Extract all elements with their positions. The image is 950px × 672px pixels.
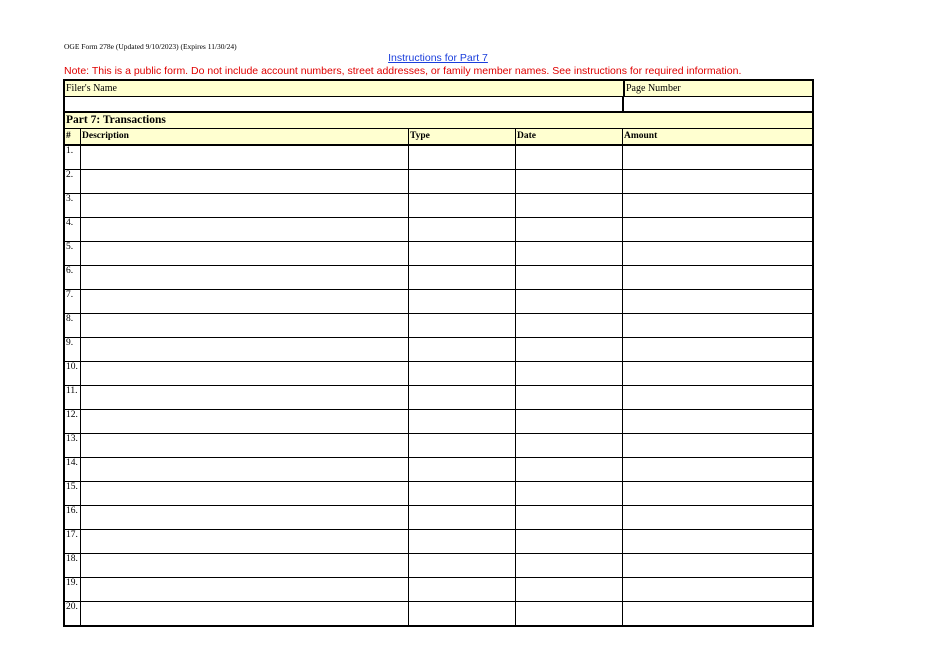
table-row <box>65 266 812 290</box>
type-field[interactable] <box>409 506 516 529</box>
description-field[interactable] <box>81 194 409 217</box>
date-field[interactable] <box>516 242 623 265</box>
type-field[interactable] <box>409 578 516 601</box>
date-field[interactable] <box>516 266 623 289</box>
table-row <box>65 314 812 338</box>
row-number: 15. <box>65 482 81 505</box>
amount-field[interactable] <box>623 194 812 217</box>
part-title: Part 7: Transactions <box>65 113 812 129</box>
table-row <box>65 530 812 554</box>
table-row <box>65 506 812 530</box>
date-field[interactable] <box>516 530 623 553</box>
amount-field[interactable] <box>623 266 812 289</box>
instructions-link[interactable]: Instructions for Part 7 <box>388 52 488 64</box>
row-number: 8. <box>65 314 81 337</box>
description-field[interactable] <box>81 530 409 553</box>
description-field[interactable] <box>81 386 409 409</box>
date-field[interactable] <box>516 170 623 193</box>
description-field[interactable] <box>81 410 409 433</box>
row-number: 5. <box>65 242 81 265</box>
type-field[interactable] <box>409 290 516 313</box>
amount-field[interactable] <box>623 218 812 241</box>
type-field[interactable] <box>409 458 516 481</box>
type-field[interactable] <box>409 242 516 265</box>
date-field[interactable] <box>516 290 623 313</box>
description-field[interactable] <box>81 602 409 625</box>
table-row <box>65 554 812 578</box>
filer-name-field[interactable] <box>65 97 624 111</box>
row-number: 17. <box>65 530 81 553</box>
type-field[interactable] <box>409 386 516 409</box>
row-number: 16. <box>65 506 81 529</box>
public-form-note: Note: This is a public form. Do not include account numbers, street addresses, or family member names. See instructions for required information. <box>64 65 742 77</box>
type-field[interactable] <box>409 146 516 169</box>
amount-field[interactable] <box>623 410 812 433</box>
row-number: 13. <box>65 434 81 457</box>
amount-field[interactable] <box>623 602 812 625</box>
date-field[interactable] <box>516 410 623 433</box>
table-row <box>65 386 812 410</box>
page-number-label: Page Number <box>626 83 681 94</box>
row-number: 6. <box>65 266 81 289</box>
row-number: 20. <box>65 602 81 625</box>
description-field[interactable] <box>81 146 409 169</box>
date-field[interactable] <box>516 434 623 457</box>
description-field[interactable] <box>81 338 409 361</box>
row-number: 2. <box>65 170 81 193</box>
table-row <box>65 242 812 266</box>
row-number: 9. <box>65 338 81 361</box>
type-field[interactable] <box>409 170 516 193</box>
amount-field[interactable] <box>623 314 812 337</box>
type-field[interactable] <box>409 218 516 241</box>
type-field[interactable] <box>409 554 516 577</box>
description-field[interactable] <box>81 314 409 337</box>
type-field[interactable] <box>409 530 516 553</box>
form-frame <box>63 79 814 627</box>
description-field[interactable] <box>81 362 409 385</box>
filer-input-row <box>65 97 812 113</box>
description-field[interactable] <box>81 290 409 313</box>
table-row <box>65 362 812 386</box>
row-number: 10. <box>65 362 81 385</box>
amount-field[interactable] <box>623 170 812 193</box>
date-field[interactable] <box>516 482 623 505</box>
date-field[interactable] <box>516 386 623 409</box>
table-row <box>65 458 812 482</box>
type-field[interactable] <box>409 410 516 433</box>
col-amount-header: Amount <box>624 131 658 141</box>
row-number: 11. <box>65 386 81 409</box>
type-field[interactable] <box>409 314 516 337</box>
table-row <box>65 482 812 506</box>
table-row <box>65 434 812 458</box>
description-field[interactable] <box>81 242 409 265</box>
date-field[interactable] <box>516 314 623 337</box>
description-field[interactable] <box>81 170 409 193</box>
date-field[interactable] <box>516 338 623 361</box>
table-row <box>65 602 812 625</box>
date-field[interactable] <box>516 362 623 385</box>
amount-field[interactable] <box>623 554 812 577</box>
row-number: 7. <box>65 290 81 313</box>
filer-name-label: Filer's Name <box>65 81 625 96</box>
table-row <box>65 218 812 242</box>
amount-field[interactable] <box>623 482 812 505</box>
row-number: 1. <box>65 146 81 169</box>
col-num-header: # <box>65 129 81 144</box>
description-field[interactable] <box>81 218 409 241</box>
type-field[interactable] <box>409 434 516 457</box>
col-type-header: Type <box>409 129 516 144</box>
table-row <box>65 410 812 434</box>
date-field[interactable] <box>516 194 623 217</box>
amount-field[interactable] <box>623 146 812 169</box>
date-field[interactable] <box>516 602 623 625</box>
amount-field[interactable] <box>623 290 812 313</box>
type-field[interactable] <box>409 194 516 217</box>
row-number: 4. <box>65 218 81 241</box>
row-number: 12. <box>65 410 81 433</box>
date-field[interactable] <box>516 458 623 481</box>
amount-field[interactable] <box>623 530 812 553</box>
amount-field[interactable] <box>623 506 812 529</box>
description-field[interactable] <box>81 266 409 289</box>
description-field[interactable] <box>81 554 409 577</box>
form-id-text: OGE Form 278e (Updated 9/10/2023) (Expires 11/30/24) <box>64 42 237 51</box>
amount-field[interactable] <box>623 458 812 481</box>
transactions-table-body <box>65 146 812 625</box>
type-field[interactable] <box>409 266 516 289</box>
col-date-header: Date <box>516 129 623 144</box>
table-row <box>65 578 812 602</box>
table-row <box>65 290 812 314</box>
row-number: 18. <box>65 554 81 577</box>
amount-field[interactable] <box>623 578 812 601</box>
type-field[interactable] <box>409 602 516 625</box>
table-row <box>65 170 812 194</box>
date-field[interactable] <box>516 506 623 529</box>
amount-field[interactable] <box>623 338 812 361</box>
table-header <box>65 129 812 146</box>
row-number: 19. <box>65 578 81 601</box>
type-field[interactable] <box>409 338 516 361</box>
date-field[interactable] <box>516 146 623 169</box>
filer-header-row <box>65 81 812 97</box>
date-field[interactable] <box>516 554 623 577</box>
description-field[interactable] <box>81 578 409 601</box>
row-number: 14. <box>65 458 81 481</box>
date-field[interactable] <box>516 578 623 601</box>
description-field[interactable] <box>81 434 409 457</box>
row-number: 3. <box>65 194 81 217</box>
page-number-field[interactable] <box>624 97 812 111</box>
table-row <box>65 338 812 362</box>
amount-field[interactable] <box>623 434 812 457</box>
amount-field[interactable] <box>623 242 812 265</box>
type-field[interactable] <box>409 482 516 505</box>
table-row <box>65 194 812 218</box>
description-field[interactable] <box>81 506 409 529</box>
amount-field[interactable] <box>623 362 812 385</box>
type-field[interactable] <box>409 362 516 385</box>
table-row <box>65 146 812 170</box>
date-field[interactable] <box>516 218 623 241</box>
description-field[interactable] <box>81 482 409 505</box>
amount-field[interactable] <box>623 386 812 409</box>
col-description-header: Description <box>81 129 409 144</box>
description-field[interactable] <box>81 458 409 481</box>
